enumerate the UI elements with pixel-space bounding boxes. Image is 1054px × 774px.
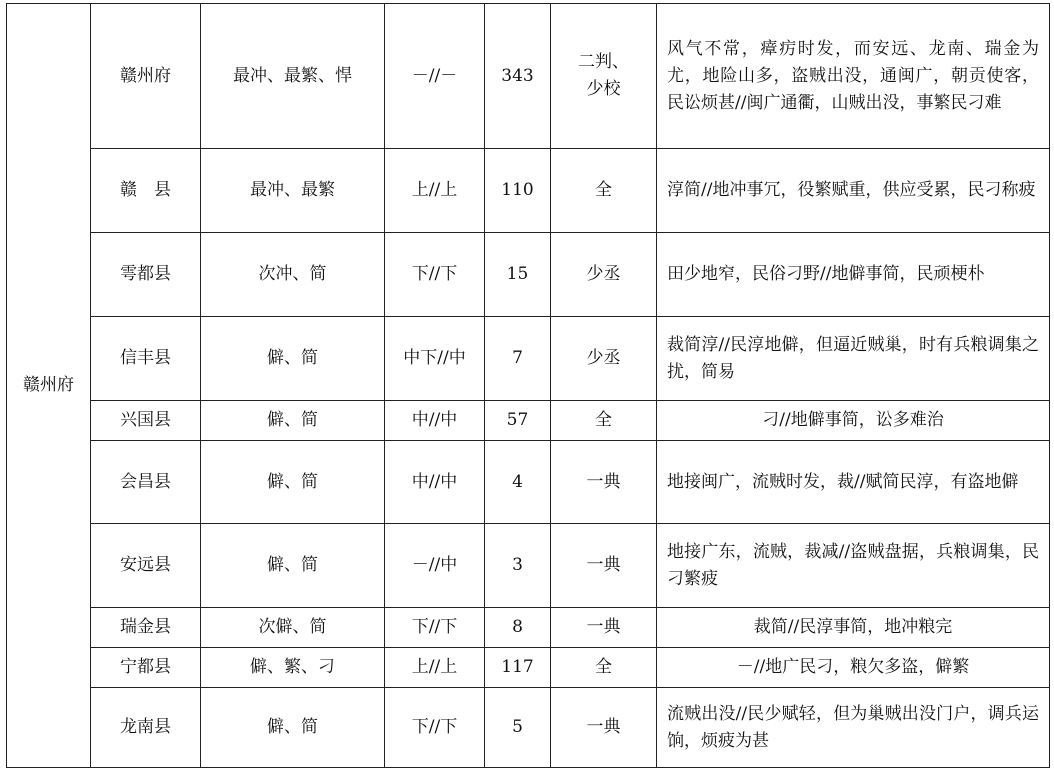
staff-cell: 二判、 少校: [551, 4, 657, 149]
grade-cell: 中//中: [385, 401, 485, 441]
table-row: [7, 401, 1050, 441]
description-cell: 田少地窄，民俗刁野//地僻事简，民顽梗朴: [657, 233, 1050, 317]
number-cell: 8: [485, 608, 551, 648]
staff-cell: 全: [551, 401, 657, 441]
county-name-cell: 会昌县: [91, 441, 201, 524]
county-name-cell: 雩都县: [91, 233, 201, 317]
county-name-cell: 宁都县: [91, 648, 201, 688]
county-name-cell: 瑞金县: [91, 608, 201, 648]
description-cell: 地接广东，流贼，裁减//盗贼盘据，兵粮调集，民刁繁疲: [657, 524, 1050, 608]
number-cell: 3: [485, 524, 551, 608]
type-cell: 次冲、简: [201, 233, 385, 317]
grade-cell: －//中: [385, 524, 485, 608]
type-cell: 僻、简: [201, 441, 385, 524]
number-cell: 343: [485, 4, 551, 149]
table-row: [7, 317, 1050, 401]
staff-cell: 全: [551, 149, 657, 233]
description-cell: 流贼出没//民少赋轻，但为巢贼出没门户，调兵运饷，烦疲为甚: [657, 688, 1050, 768]
table-row: [7, 608, 1050, 648]
county-name-cell: 龙南县: [91, 688, 201, 768]
county-name-cell: 安远县: [91, 524, 201, 608]
number-cell: 117: [485, 648, 551, 688]
table-row: [7, 688, 1050, 768]
county-name-cell: 赣 县: [91, 149, 201, 233]
number-cell: 7: [485, 317, 551, 401]
table-row: [7, 4, 1050, 149]
grade-cell: 中下//中: [385, 317, 485, 401]
type-cell: 僻、简: [201, 524, 385, 608]
prefecture-cell: 赣州府: [7, 4, 91, 768]
staff-cell: 一典: [551, 608, 657, 648]
table-row: [7, 149, 1050, 233]
type-cell: 最冲、最繁: [201, 149, 385, 233]
number-cell: 5: [485, 688, 551, 768]
staff-cell: 一典: [551, 688, 657, 768]
description-cell: 刁//地僻事简，讼多难治: [657, 401, 1050, 441]
staff-cell: 一典: [551, 524, 657, 608]
staff-cell: 少丞: [551, 317, 657, 401]
grade-cell: 下//下: [385, 608, 485, 648]
type-cell: 最冲、最繁、悍: [201, 4, 385, 149]
description-cell: －//地广民刁，粮欠多盗，僻繁: [657, 648, 1050, 688]
table-row: [7, 233, 1050, 317]
type-cell: 次僻、简: [201, 608, 385, 648]
number-cell: 57: [485, 401, 551, 441]
grade-cell: －//－: [385, 4, 485, 149]
grade-cell: 上//上: [385, 648, 485, 688]
description-cell: 裁简//民淳事简，地冲粮完: [657, 608, 1050, 648]
staff-cell: 全: [551, 648, 657, 688]
county-name-cell: 赣州府: [91, 4, 201, 149]
type-cell: 僻、简: [201, 317, 385, 401]
description-cell: 风气不常，瘴疠时发，而安远、龙南、瑞金为尤，地险山多，盗贼出没，通闽广，朝贡使客，民讼烦甚//闽广通衢，山贼出没，事繁民刁难: [657, 4, 1050, 149]
county-name-cell: 兴国县: [91, 401, 201, 441]
number-cell: 15: [485, 233, 551, 317]
staff-cell: 一典: [551, 441, 657, 524]
number-cell: 4: [485, 441, 551, 524]
prefecture-table: [6, 3, 1050, 768]
type-cell: 僻、简: [201, 401, 385, 441]
grade-cell: 上//上: [385, 149, 485, 233]
type-cell: 僻、简: [201, 688, 385, 768]
table-row: [7, 441, 1050, 524]
table-row: [7, 648, 1050, 688]
county-name-cell: 信丰县: [91, 317, 201, 401]
description-cell: 裁简淳//民淳地僻，但逼近贼巢，时有兵粮调集之扰，简易: [657, 317, 1050, 401]
grade-cell: 下//下: [385, 688, 485, 768]
table-row: [7, 524, 1050, 608]
grade-cell: 中//中: [385, 441, 485, 524]
description-cell: 地接闽广，流贼时发，裁//赋简民淳，有盗地僻: [657, 441, 1050, 524]
type-cell: 僻、繁、刁: [201, 648, 385, 688]
number-cell: 110: [485, 149, 551, 233]
grade-cell: 下//下: [385, 233, 485, 317]
description-cell: 淳简//地冲事冗，役繁赋重，供应受累，民刁称疲: [657, 149, 1050, 233]
staff-cell: 少丞: [551, 233, 657, 317]
